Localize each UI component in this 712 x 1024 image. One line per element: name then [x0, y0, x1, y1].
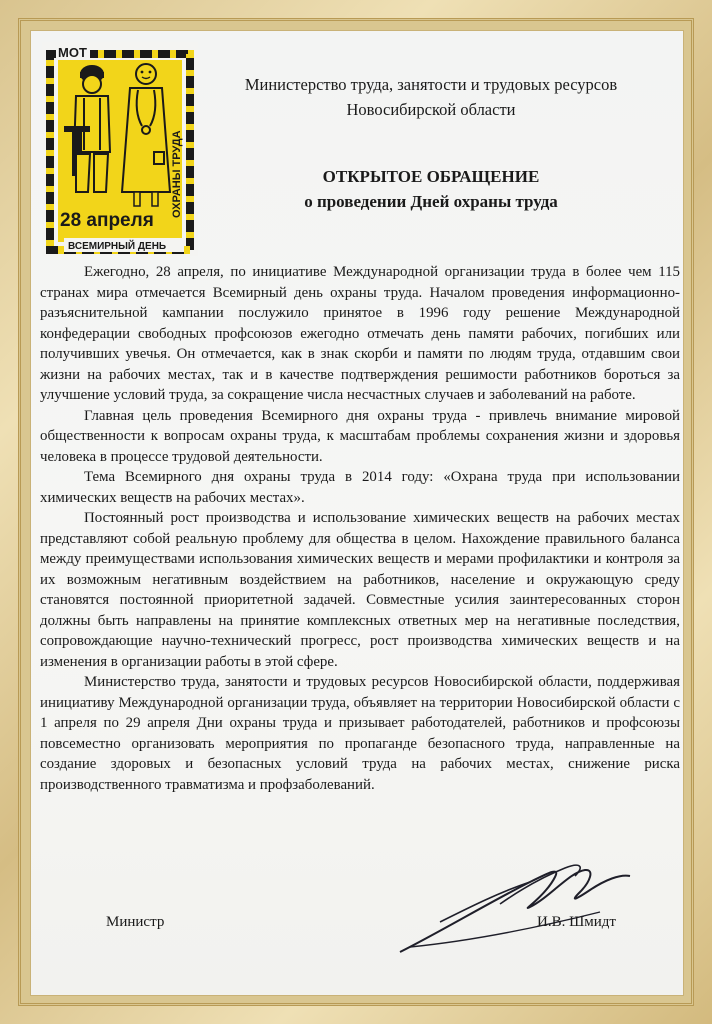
handwritten-signature [380, 852, 640, 962]
logo-side-label: ОХРАНЫ ТРУДА [171, 130, 183, 218]
paragraph: Ежегодно, 28 апреля, по инициативе Международной организации труда в более чем 115 странах мира отмечается Всемирный день охраны труда. Началом проведения информационно-разъяснительной кампании послужило принятое в 1996 году решение Международной конфедерации свободных профсоюзов ежегодно отмечать день памяти рабочих, погибших или получивших увечья. Он отмечается, как в знак скорби и памяти по людям труда, отдавшим свои жизни на рабочих местах, так и в качестве подтверждения решимости работников бороться за улучшение условий труда, за сокращение числа несчастных случаев и заболеваний на работе. [40, 264, 680, 403]
logo-bottom-label: ВСЕМИРНЫЙ ДЕНЬ [68, 241, 167, 252]
issuer-header [196, 72, 666, 122]
logo-top-label: МОТ [58, 45, 87, 60]
logo-graphic [42, 42, 198, 256]
paragraph: Постоянный рост производства и использование химических веществ на рабочих местах представляют собой реальную проблему для общества в целом. Нахождение правильного баланса между преимуществами использования химических веществ и мерами профилактики и контроля за их возможным негативным воздействием на работников, население и окружающую среду становятся постоянной приоритетной задачей. Совместные усилия заинтересованных сторон должны быть направлены на принятие комплексных ответных мер на негативные последствия, сопровождающие научно-технический прогресс, рост производства химических веществ и на изменения в организации работы в этой сфере. [40, 510, 680, 670]
paragraph: Главная цель проведения Всемирного дня охраны труда - привлечь внимание мировой общественности к вопросам охраны труда, к масштабам проблемы сохранения жизни и здоровья человека в процессе трудовой деятельности. [40, 407, 680, 465]
title-line-2: о проведении Дней охраны труда [304, 192, 558, 211]
document-title [196, 164, 666, 214]
issuer-line-1: Министерство труда, занятости и трудовых ресурсов [244, 75, 618, 94]
signatory-role: Министр [106, 914, 165, 930]
logo-date-label: 28 апреля [60, 210, 154, 231]
paragraph: Министерство труда, занятости и трудовых ресурсов Новосибирской области, поддерживая инициативу Международной организации труда, объявляет на территории Новосибирской области с 1 апреля по 29 апреля Дни охраны труда и призывает работодателей, работников и профсоюзы повсеместно организовать мероприятия по пропаганде безопасного труда, направленные на создание здоровых и безопасных условий труда на рабочих местах, снижение риска производственного травматизма и профзаболеваний. [40, 674, 680, 793]
document-body [40, 262, 680, 795]
paragraph: Тема Всемирного дня охраны труда в 2014 году: «Охрана труда при использовании химических веществ на рабочих местах». [40, 469, 680, 506]
signatory-name: И.В. Шмидт [537, 914, 616, 930]
world-day-safety-logo [42, 42, 198, 256]
title-line-1: ОТКРЫТОЕ ОБРАЩЕНИЕ [322, 167, 540, 186]
issuer-line-2: Новосибирской области [346, 100, 516, 119]
